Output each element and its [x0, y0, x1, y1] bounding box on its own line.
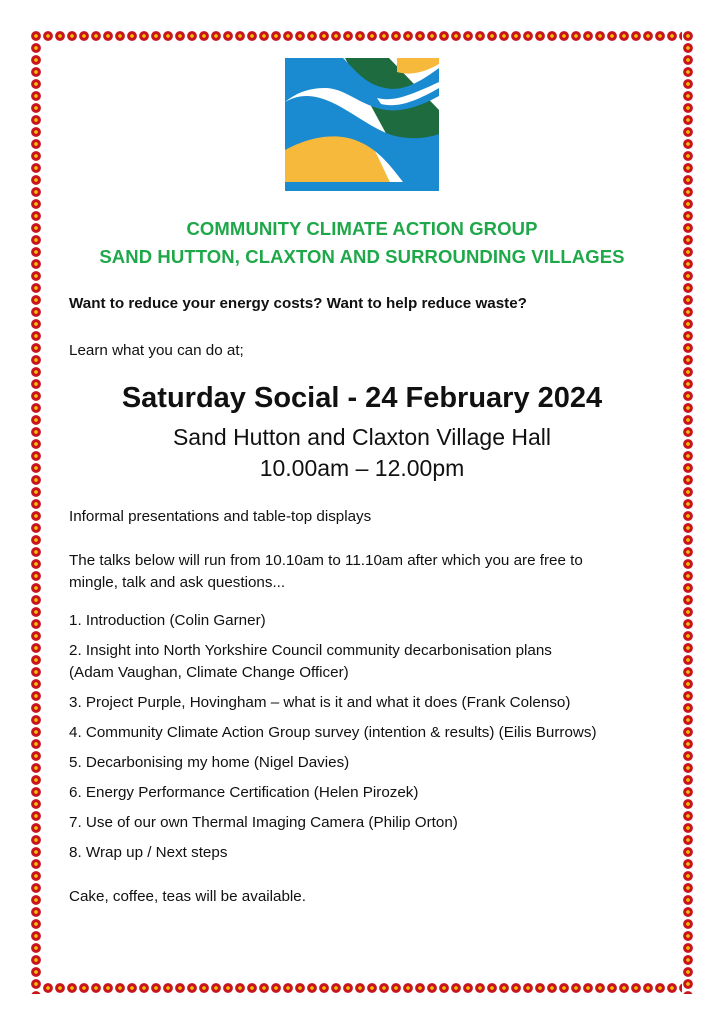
flower-border-left [30, 30, 42, 994]
talk-item [69, 812, 669, 834]
climate-group-logo [285, 58, 439, 191]
talk-text: 1. Introduction (Colin Garner) [69, 612, 266, 629]
org-title-line1: COMMUNITY CLIMATE ACTION GROUP [186, 218, 538, 239]
talk-item [69, 752, 669, 774]
talk-item [69, 692, 669, 714]
talks-intro-line1: The talks below will run from 10.10am to 11.10am after which you are free to [69, 552, 583, 569]
talk-item [69, 610, 669, 632]
intro-question: Want to reduce your energy costs? Want to help reduce waste? [69, 295, 527, 312]
informal-text: Informal presentations and table-top displays [69, 508, 372, 525]
org-title-line2: SAND HUTTON, CLAXTON AND SURROUNDING VILLAGES [99, 246, 625, 267]
talk-text: 5. Decarbonising my home (Nigel Davies) [69, 754, 350, 771]
talk-text: 4. Community Climate Action Group survey (intention & results) (Eilis Burrows) [69, 724, 597, 741]
talk-item [69, 842, 669, 864]
talk-text: 2. Insight into North Yorkshire Council community decarbonisation plans [69, 642, 552, 659]
talk-text: 8. Wrap up / Next steps [69, 844, 228, 861]
talk-item [69, 782, 669, 804]
talk-text: 7. Use of our own Thermal Imaging Camera (Philip Orton) [69, 814, 458, 831]
event-venue: Sand Hutton and Claxton Village Hall [172, 424, 552, 450]
talk-item [69, 640, 669, 684]
intro-learn: Learn what you can do at; [69, 342, 244, 359]
flower-border-bottom [30, 982, 694, 994]
talk-text: 3. Project Purple, Hovingham – what is it and what it does (Frank Colenso) [69, 694, 571, 711]
talk-text-continued: (Adam Vaughan, Climate Change Officer) [69, 664, 349, 681]
talks-intro-line2: mingle, talk and ask questions... [69, 574, 286, 591]
event-title: Saturday Social - 24 February 2024 [121, 382, 603, 414]
talk-text: 6. Energy Performance Certification (Helen Pirozek) [69, 784, 419, 801]
talk-item [69, 722, 669, 744]
flower-border-right [682, 30, 694, 994]
refreshments-note: Cake, coffee, teas will be available. [69, 888, 306, 905]
event-time: 10.00am – 12.00pm [259, 455, 465, 481]
talks-list [69, 610, 669, 872]
flower-border-top [30, 30, 694, 42]
